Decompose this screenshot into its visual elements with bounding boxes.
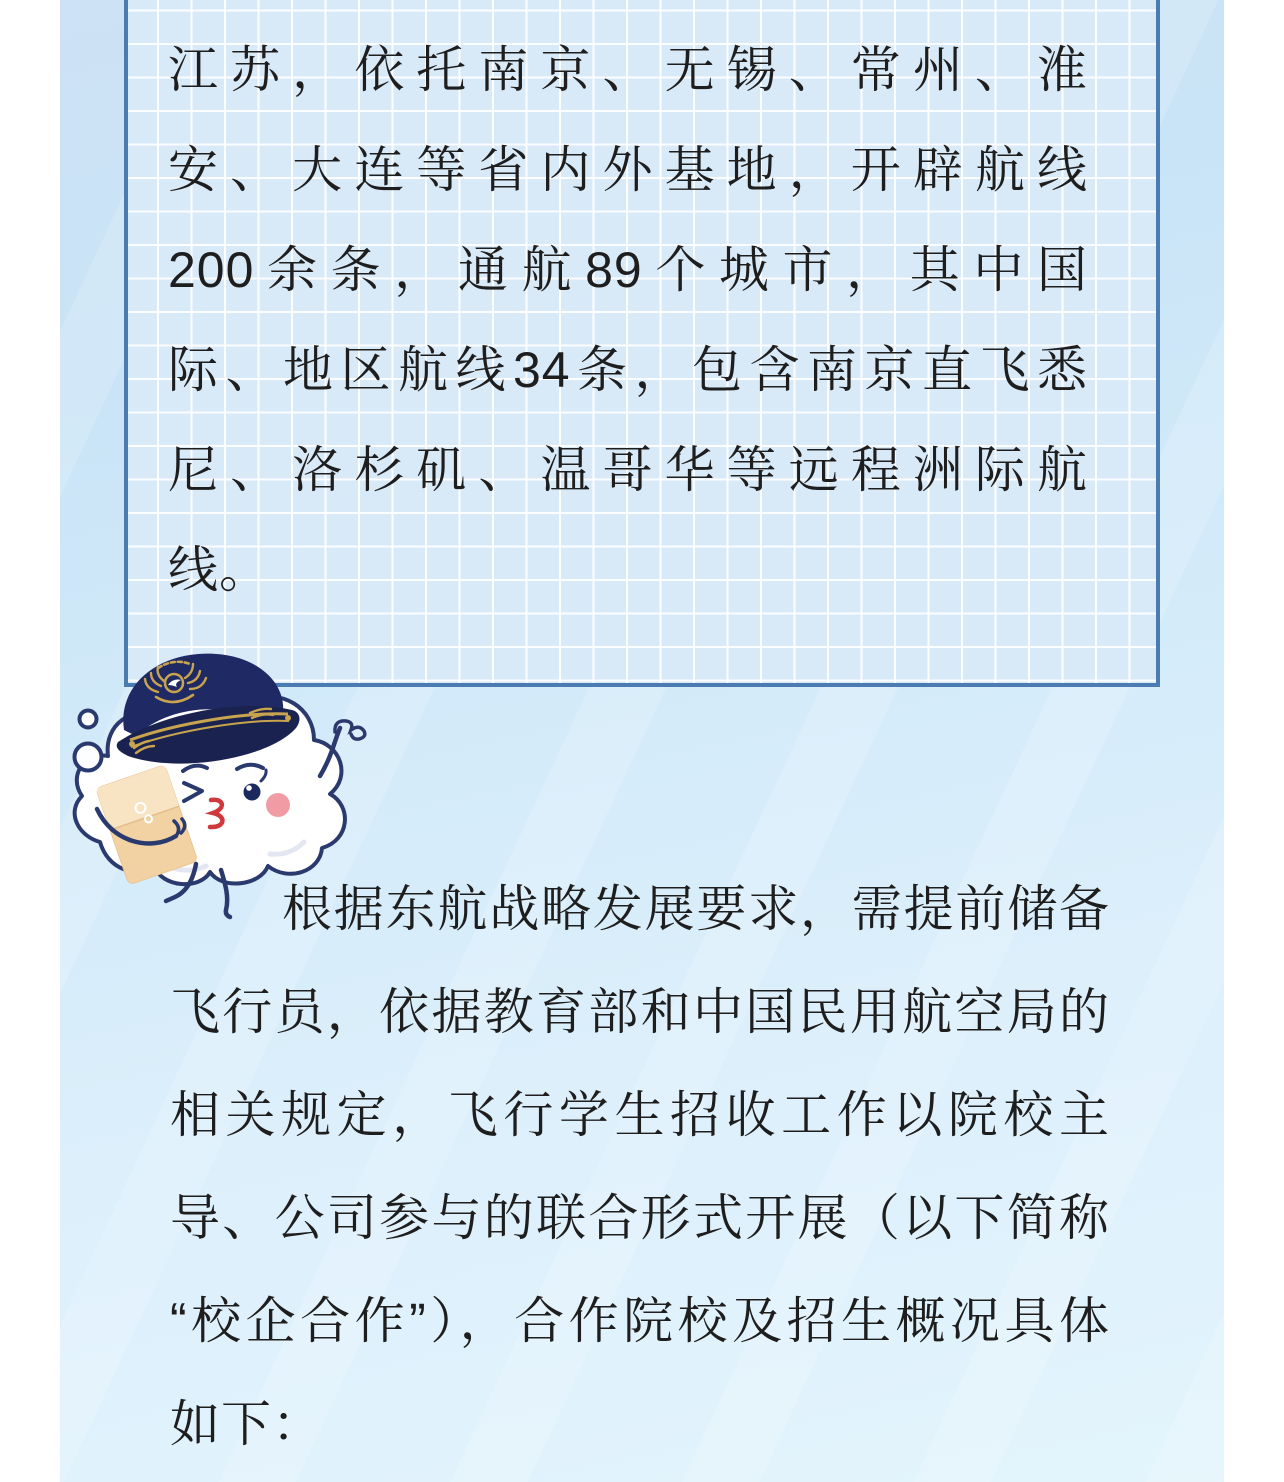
paragraph-line: 飞行员，依据教育部和中国民用航空局的: [170, 984, 1110, 1040]
bubbles: [75, 711, 102, 771]
blush: [266, 793, 290, 817]
info-box-line: 江苏，依托南京、无锡、常州、淮: [168, 42, 1088, 98]
intro-paragraph: [170, 858, 1110, 1476]
info-box-line: 200余条，通航89个城市，其中国: [168, 242, 1088, 298]
info-box-line: 际、地区航线34条，包含南京直飞悉: [168, 342, 1088, 398]
info-box-text: [168, 20, 1088, 620]
open-eye: [244, 784, 261, 801]
info-box-line: 线。: [168, 542, 270, 598]
paragraph-line: 导、公司参与的联合形式开展（以下简称: [170, 1190, 1110, 1246]
paragraph-line: 根据东航战略发展要求，需提前储备: [282, 881, 1110, 937]
paragraph-line: 如下：: [170, 1396, 323, 1452]
info-box-line: 安、大连等省内外基地，开辟航线: [168, 142, 1088, 198]
info-box: [124, 0, 1160, 687]
paragraph-line: “校企合作”），合作院校及招生概况具体: [170, 1293, 1110, 1349]
content-area: [60, 0, 1224, 1482]
paragraph-line: 相关规定，飞行学生招收工作以院校主: [170, 1087, 1110, 1143]
info-box-line: 尼、洛杉矶、温哥华等远程洲际航: [168, 442, 1088, 498]
